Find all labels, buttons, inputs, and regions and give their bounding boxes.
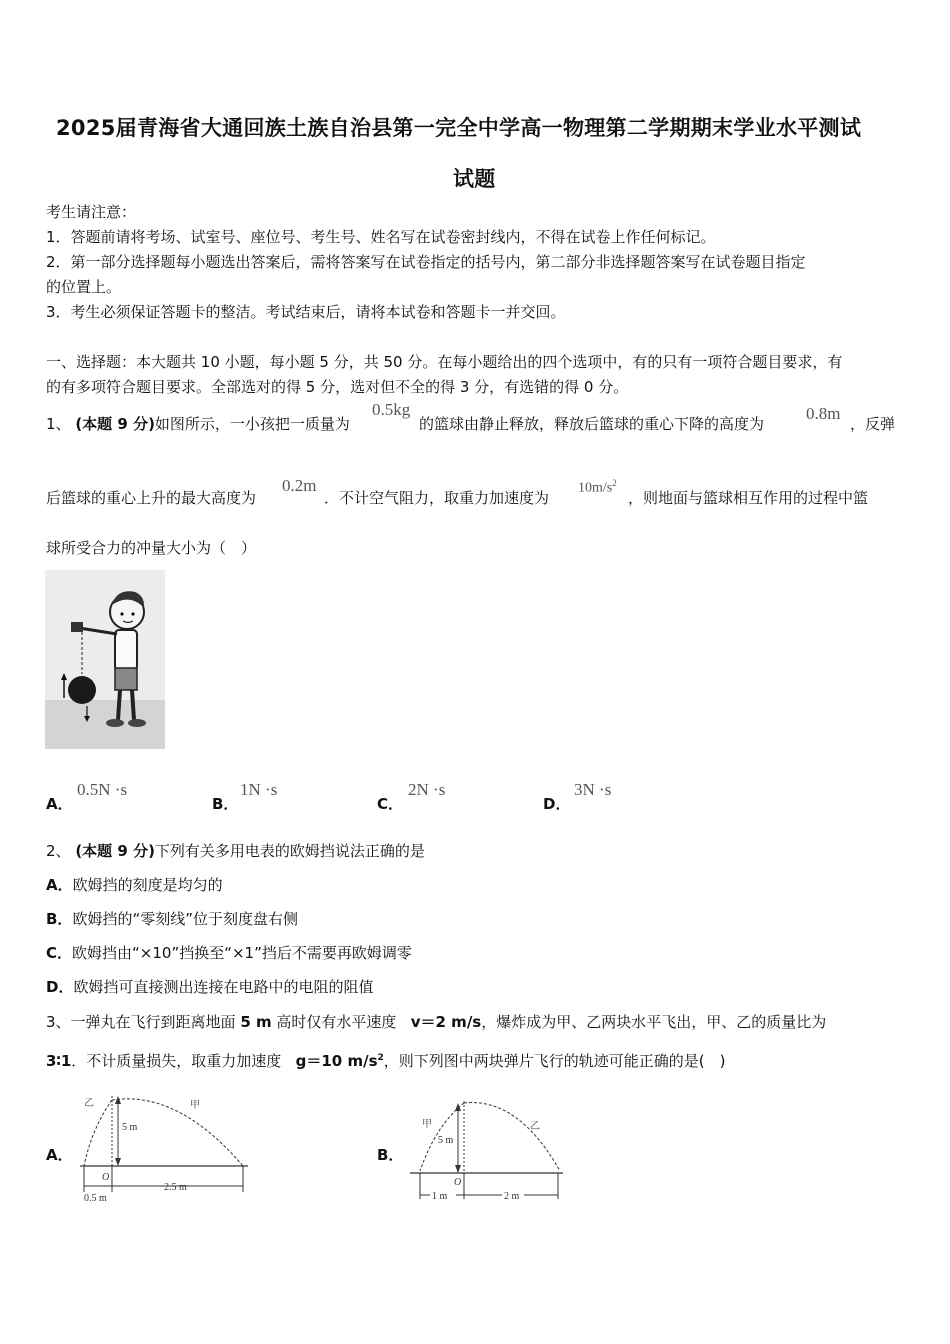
- q1-mass: 0.5kg: [372, 400, 411, 419]
- q1-text-7: 球所受合力的冲量大小为（ ）: [46, 539, 257, 557]
- q3-b-left-fragment-label: 甲: [422, 1119, 432, 1130]
- notice-item-2-cont: 的位置上。: [46, 278, 122, 296]
- q3-mass-ratio: 3∶1: [46, 1052, 72, 1070]
- q1-line1: [46, 414, 350, 434]
- q1-text-6: ，则地面与篮球相互作用的过程中篮: [628, 489, 869, 507]
- q3-a-right-distance: 2.5 m: [164, 1182, 187, 1193]
- q1-option-b-letter: B．: [212, 795, 239, 813]
- q1-text-4: 后篮球的重心上升的最大高度为: [46, 489, 257, 507]
- notice-item-1: 1．答题前请将考场、试室号、座位号、考生号、姓名写在试卷密封线内，不得在试卷上作任何标记。: [46, 228, 716, 246]
- q2-option-c: C．欧姆挡由“×10”挡换至“×1”挡后不需要再欧姆调零: [46, 944, 412, 962]
- q3-b-left-distance: 1 m: [432, 1191, 448, 1202]
- q3-a-left-fragment-label: 乙: [84, 1098, 94, 1109]
- q3-gravity: g＝10 $m/s^2$: [295, 1052, 384, 1070]
- q1-number: 1、: [46, 415, 71, 433]
- q1-option-b-value: 1N ·s: [240, 780, 278, 799]
- q3-b-origin-label: O: [454, 1177, 462, 1188]
- q1-option-a-value: 0.5N ·s: [77, 780, 128, 799]
- section-heading-line2: 的有多项符合题目要求。全部选对的得 5 分，选对但不全的得 3 分，有选错的得 0 分。: [46, 378, 629, 396]
- q3-b-height-label: 5 m: [438, 1135, 454, 1146]
- q3-velocity: v＝2 m/s: [410, 1013, 482, 1031]
- q3-option-a-trajectory-diagram: [78, 1088, 253, 1206]
- q2-text: 下列有关多用电表的欧姆挡说法正确的是: [154, 842, 425, 860]
- q3-b-right-fragment-label: 乙: [530, 1121, 540, 1132]
- q2-number: 2、: [46, 842, 71, 860]
- q3-number: 3、: [46, 1013, 71, 1031]
- q2-option-b: B．欧姆挡的“零刻线”位于刻度盘右侧: [46, 910, 298, 928]
- q1-option-c-letter: C．: [377, 795, 404, 813]
- q1-gravity: $10m/s^2$: [578, 478, 617, 496]
- q1-text-3: ，反弹: [850, 415, 896, 433]
- q1-option-d-value: 3N ·s: [574, 780, 612, 799]
- q1-rebound-height: 0.2m: [282, 476, 317, 495]
- q1-figure-child-basketball: [45, 570, 165, 749]
- section-heading-line1: 一、选择题：本大题共 10 小题，每小题 5 分，共 50 分。在每小题给出的四个选项中，有的只有一项符合题目要求，有: [46, 353, 843, 371]
- notice-item-2: 2．第一部分选择题每小题选出答案后，需将答案写在试卷指定的括号内，第二部分非选择题答案写在试卷题目指定: [46, 253, 806, 271]
- q2-option-a: A．欧姆挡的刻度是均匀的: [46, 876, 223, 894]
- q3-a-origin-label: O: [102, 1172, 110, 1183]
- notice-item-3: 3．考生必须保证答题卡的整洁。考试结束后，请将本试卷和答题卡一并交回。: [46, 303, 566, 321]
- q3-a-height-label: 5 m: [122, 1122, 138, 1133]
- q3-option-a-letter: A．: [46, 1146, 73, 1164]
- q2-stem: [46, 841, 425, 861]
- page-title-line2: 试题: [453, 167, 496, 191]
- q3-line2: 3∶1．不计质量损失，取重力加速度 g＝10 $m/s^2$，则下列图中两块弹片飞行的轨迹可能正确的是( ): [46, 1052, 726, 1070]
- page-title: 2025届青海省大通回族土族自治县第一完全中学高一物理第二学期期末学业水平测试: [56, 116, 862, 140]
- q1-option-c-value: 2N ·s: [408, 780, 446, 799]
- q2-option-d: D．欧姆挡可直接测出连接在电路中的电阻的阻值: [46, 978, 374, 996]
- q3-line1: 3、一弹丸在飞行到距离地面 5 m 高时仅有水平速度 v＝2 m/s，爆炸成为甲、乙两块水平飞出，甲、乙的质量比为: [46, 1013, 827, 1031]
- q1-text-2: 的篮球由静止释放，释放后篮球的重心下降的高度为: [419, 415, 765, 433]
- q1-option-a-letter: A．: [46, 795, 73, 813]
- q3-option-b-trajectory-diagram: [408, 1095, 568, 1207]
- notice-heading: 考生请注意：: [46, 203, 137, 221]
- q1-option-d-letter: D．: [543, 795, 571, 813]
- q3-b-right-distance: 2 m: [504, 1191, 520, 1202]
- q1-text-1: 如图所示，一小孩把一质量为: [154, 415, 350, 433]
- q2-score: (本题 9 分): [75, 842, 155, 860]
- q1-score: (本题 9 分): [75, 415, 155, 433]
- q3-height: 5 m: [240, 1013, 272, 1031]
- q1-text-5: ．不计空气阻力，取重力加速度为: [324, 489, 550, 507]
- q1-drop-height: 0.8m: [806, 404, 841, 423]
- q3-option-b-letter: B．: [377, 1146, 404, 1164]
- q3-a-left-distance: 0.5 m: [84, 1193, 107, 1204]
- q3-a-right-fragment-label: 甲: [190, 1100, 200, 1111]
